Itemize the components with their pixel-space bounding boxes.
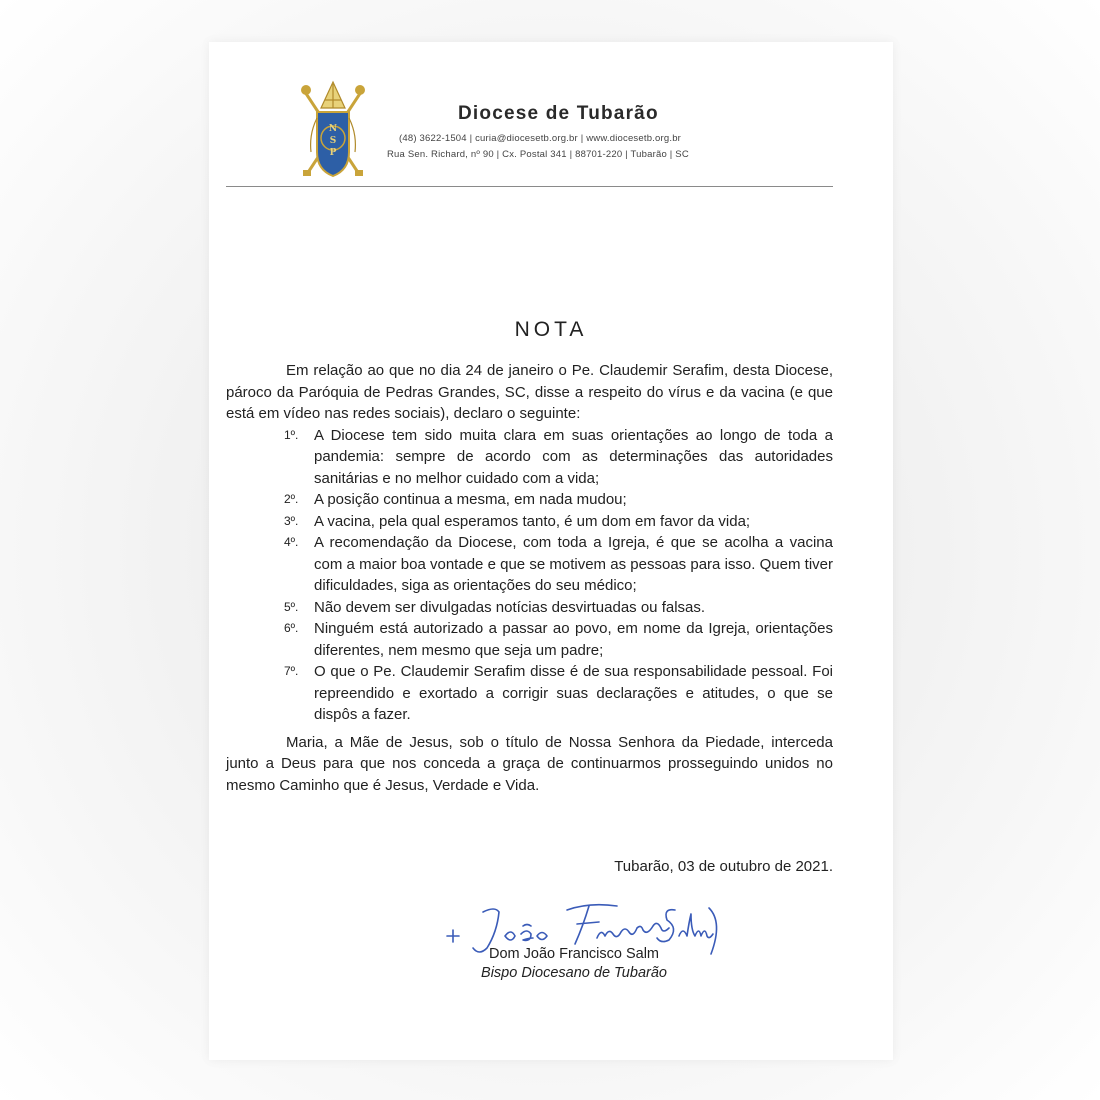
header-divider xyxy=(226,186,833,187)
list-item-text: A posição continua a mesma, em nada mudou; xyxy=(314,491,627,508)
svg-text:S: S xyxy=(329,136,337,146)
list-item xyxy=(226,425,833,490)
document-body xyxy=(226,360,833,796)
document-date: Tubarão, 03 de outubro de 2021. xyxy=(614,858,833,875)
intro-paragraph: Em relação ao que no dia 24 de janeiro o Pe. Claudemir Serafim, desta Diocese, pároco da Paróquia de Pedras Grandes, SC, disse a respeito do vírus e da vacina (e que está em vídeo nas redes sociais), declaro o seguinte: xyxy=(226,362,833,422)
list-item-text: A Diocese tem sido muita clara em suas orientações ao longo de toda a pandemia: sempre de acordo com as determinações das autoridades sanitárias e no melhor cuidado com a vida; xyxy=(314,426,833,487)
declaration-list xyxy=(226,425,833,726)
signer-name: Dom João Francisco Salm xyxy=(488,946,660,962)
list-item-number: 3º. xyxy=(284,513,299,528)
diocese-crest-icon xyxy=(299,78,367,186)
organization-name: Diocese de Tubarão xyxy=(458,103,659,124)
document-page xyxy=(209,42,893,1060)
list-item xyxy=(226,489,833,511)
list-item-text: Não devem ser divulgadas notícias desvirtuadas ou falsas. xyxy=(314,598,706,616)
list-item-number: 6º. xyxy=(284,621,299,635)
list-item-number: 5º. xyxy=(284,599,299,614)
closing-paragraph: Maria, a Mãe de Jesus, sob o título de Nossa Senhora da Piedade, interceda junto a Deus para que nos conceda a graça de continuarmos prosseguindo unidos no mesmo Caminho que é Jesus, Verdade e Vida. xyxy=(226,733,833,794)
signer-role: Bispo Diocesano de Tubarão xyxy=(481,965,667,981)
list-item xyxy=(226,597,833,619)
svg-text:P: P xyxy=(329,148,337,158)
signer-block xyxy=(449,945,699,983)
list-item-text: A recomendação da Diocese, com toda a Igreja, é que se acolha a vacina com a maior boa vontade e que se motivem as pessoas para isso. Quem tiver dificuldades, siga as orientações do seu médico; xyxy=(314,534,833,594)
list-item-number: 7º. xyxy=(284,664,299,678)
list-item-text: A vacina, pela qual esperamos tanto, é um dom em favor da vida; xyxy=(314,512,751,530)
list-item xyxy=(226,511,833,533)
contact-line-phone-email-web: (48) 3622-1504 | curia@diocesetb.org.br | www.diocesetb.org.br xyxy=(399,133,682,144)
list-item-number: 2º. xyxy=(284,492,299,506)
list-item-number: 4º. xyxy=(284,535,299,549)
contact-line-address: Rua Sen. Richard, nº 90 | Cx. Postal 341 | 88701-220 | Tubarão | SC xyxy=(387,149,689,160)
list-item-text: Ninguém está autorizado a passar ao povo, em nome da Igreja, orientações diferentes, nem mesmo que seja um padre; xyxy=(314,620,833,659)
document-title: NOTA xyxy=(514,318,588,341)
list-item-number: 1º. xyxy=(284,427,299,442)
list-item xyxy=(226,618,833,661)
list-item xyxy=(226,532,833,597)
svg-text:N: N xyxy=(328,124,338,134)
list-item xyxy=(226,661,833,726)
list-item-text: O que o Pe. Claudemir Serafim disse é de sua responsabilidade pessoal. Foi repreendido e exortado a corrigir suas declarações e atitudes, o que se dispôs a fazer. xyxy=(314,663,833,723)
